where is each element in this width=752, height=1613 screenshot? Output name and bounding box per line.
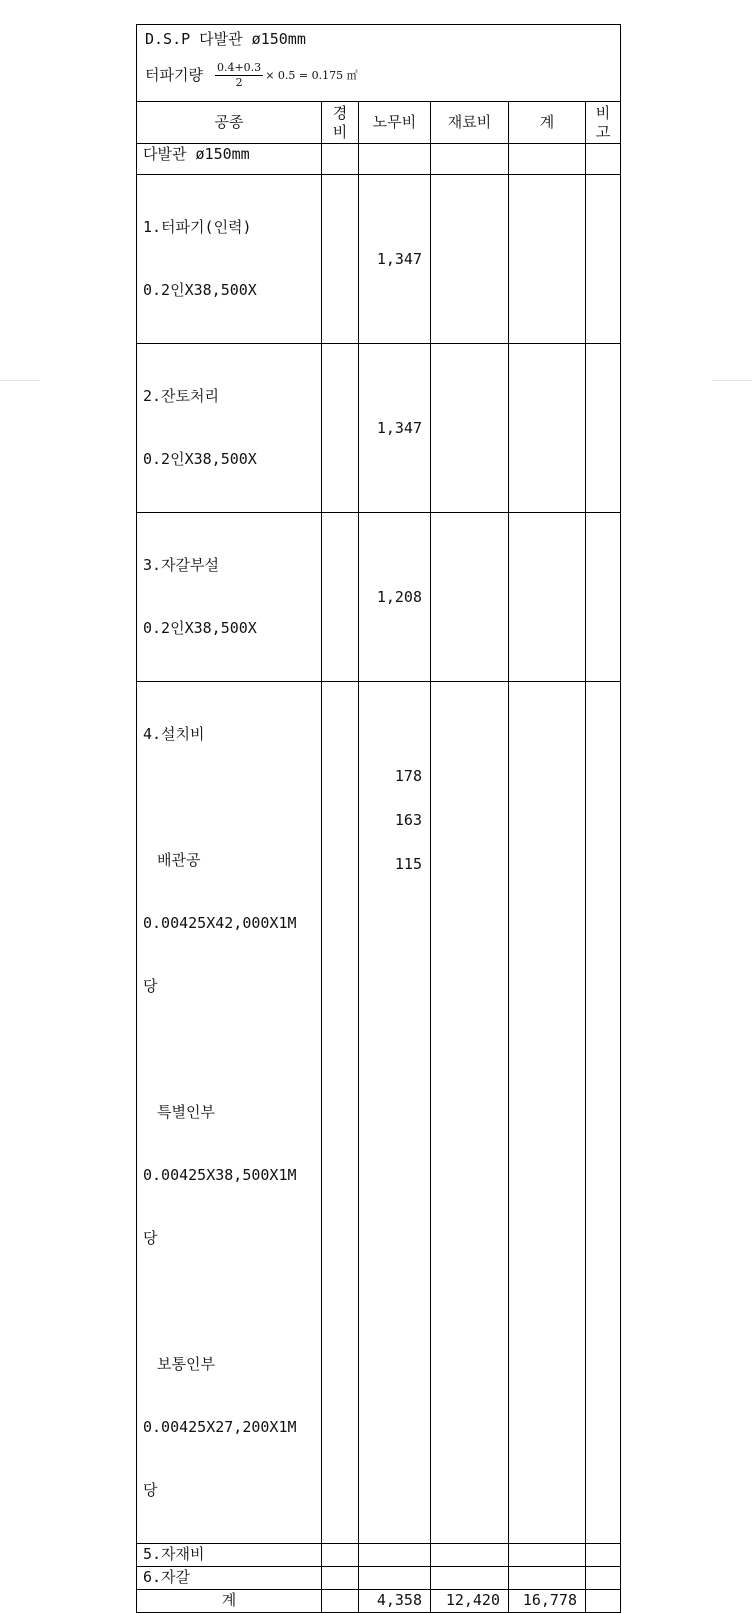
- remarks-cell: [586, 682, 621, 1544]
- table-row: [137, 144, 621, 175]
- expense-cell: [322, 175, 359, 344]
- table-row: [137, 175, 621, 344]
- left-margin-line: [0, 380, 40, 381]
- column-header-expense: [322, 102, 359, 144]
- table-row: [137, 513, 621, 682]
- remarks-cell: [586, 175, 621, 344]
- column-header-labor: 노무비: [359, 102, 431, 144]
- material-cell: [431, 344, 509, 513]
- common-laborer-name: 보통인부: [157, 1355, 215, 1373]
- special-laborer-name: 특별인부: [157, 1103, 215, 1121]
- pipe-worker-calc: 0.00425X42,000X1M: [143, 914, 297, 932]
- work-line: 1.터파기(인력): [143, 218, 252, 236]
- expense-cell: [322, 513, 359, 682]
- column-header-remarks-line1: 비: [595, 103, 611, 122]
- total-cell: [509, 344, 586, 513]
- installation-work-cell: [137, 682, 322, 1544]
- common-laborer-labor: 115: [394, 855, 422, 873]
- installation-labor-cell: [359, 682, 431, 1544]
- work-cell: 6.자갈: [137, 1567, 322, 1590]
- table-row: [137, 1567, 621, 1590]
- remarks-cell: [586, 344, 621, 513]
- spec-header-cell: [137, 25, 621, 102]
- pipe-worker-name: 배관공: [157, 851, 201, 869]
- table-header-block: [137, 25, 621, 102]
- total-cell: [509, 144, 586, 175]
- excavation-formula: [145, 53, 612, 97]
- spec-title: D.S.P 다발관 ø150mm: [145, 30, 306, 48]
- pipe-worker-unit: 당: [143, 977, 158, 995]
- labor-cell: 1,347: [359, 344, 431, 513]
- column-header-total: 계: [509, 102, 586, 144]
- formula-fraction: [215, 61, 263, 90]
- work-cell: [137, 344, 322, 513]
- total-cell: [509, 513, 586, 682]
- expense-cell: [322, 344, 359, 513]
- total-cell: [509, 682, 586, 1544]
- work-cell: 다발관 ø150mm: [137, 144, 322, 175]
- column-header-expense-line2: 비: [332, 122, 348, 141]
- work-line: 3.자갈부설: [143, 556, 220, 574]
- labor-cell: 1,347: [359, 175, 431, 344]
- labor-cell: 1,208: [359, 513, 431, 682]
- column-header-material: 재료비: [431, 102, 509, 144]
- material-cell: [431, 1567, 509, 1590]
- totals-row: [137, 1590, 621, 1613]
- total-cell: [509, 175, 586, 344]
- installation-row: [137, 682, 621, 1544]
- remarks-cell: [586, 1544, 621, 1567]
- common-laborer-unit: 당: [143, 1481, 158, 1499]
- remarks-cell: [586, 1590, 621, 1613]
- work-line: 2.잔토처리: [143, 387, 220, 405]
- table-row: [137, 1544, 621, 1567]
- expense-cell: [322, 1544, 359, 1567]
- column-header-row: [137, 102, 621, 144]
- formula-denominator: 2: [235, 75, 243, 89]
- material-cell: [431, 175, 509, 344]
- common-laborer-calc: 0.00425X27,200X1M: [143, 1418, 297, 1436]
- total-cell: [509, 1544, 586, 1567]
- remarks-cell: [586, 513, 621, 682]
- column-header-remarks-line2: 고: [595, 122, 611, 141]
- special-laborer-unit: 당: [143, 1229, 158, 1247]
- column-header-remarks: [586, 102, 621, 144]
- expense-cell: [322, 682, 359, 1544]
- totals-labor: 4,358: [359, 1590, 431, 1613]
- column-header-work: 공종: [137, 102, 322, 144]
- expense-cell: [322, 1567, 359, 1590]
- formula-label: 터파기량: [145, 65, 203, 84]
- work-line: 0.2인X38,500X: [143, 619, 257, 637]
- expense-cell: [322, 1590, 359, 1613]
- material-cell: [431, 513, 509, 682]
- column-header-expense-line1: 경: [332, 103, 348, 122]
- work-cell: [137, 175, 322, 344]
- material-cell: [431, 682, 509, 1544]
- totals-material: 12,420: [431, 1590, 509, 1613]
- work-cell: [137, 513, 322, 682]
- right-margin-line: [712, 380, 752, 381]
- special-laborer-labor: 163: [394, 811, 422, 829]
- work-line: 0.2인X38,500X: [143, 450, 257, 468]
- material-cell: [431, 144, 509, 175]
- material-cell: [431, 1544, 509, 1567]
- labor-cell: [359, 144, 431, 175]
- formula-rest: × 0.5 = 0.175 ㎥: [265, 68, 358, 82]
- labor-cell: [359, 1544, 431, 1567]
- totals-total: 16,778: [509, 1590, 586, 1613]
- cost-breakdown-table: [136, 24, 621, 1613]
- total-cell: [509, 1567, 586, 1590]
- special-laborer-calc: 0.00425X38,500X1M: [143, 1166, 297, 1184]
- work-line: 0.2인X38,500X: [143, 281, 257, 299]
- labor-cell: [359, 1567, 431, 1590]
- remarks-cell: [586, 1567, 621, 1590]
- table-row: [137, 344, 621, 513]
- formula-numerator: 0.4+0.3: [216, 60, 262, 74]
- remarks-cell: [586, 144, 621, 175]
- totals-label: 계: [137, 1590, 322, 1613]
- installation-title: 4.설치비: [143, 725, 205, 743]
- pipe-worker-labor: 178: [394, 767, 422, 785]
- work-cell: 5.자재비: [137, 1544, 322, 1567]
- expense-cell: [322, 144, 359, 175]
